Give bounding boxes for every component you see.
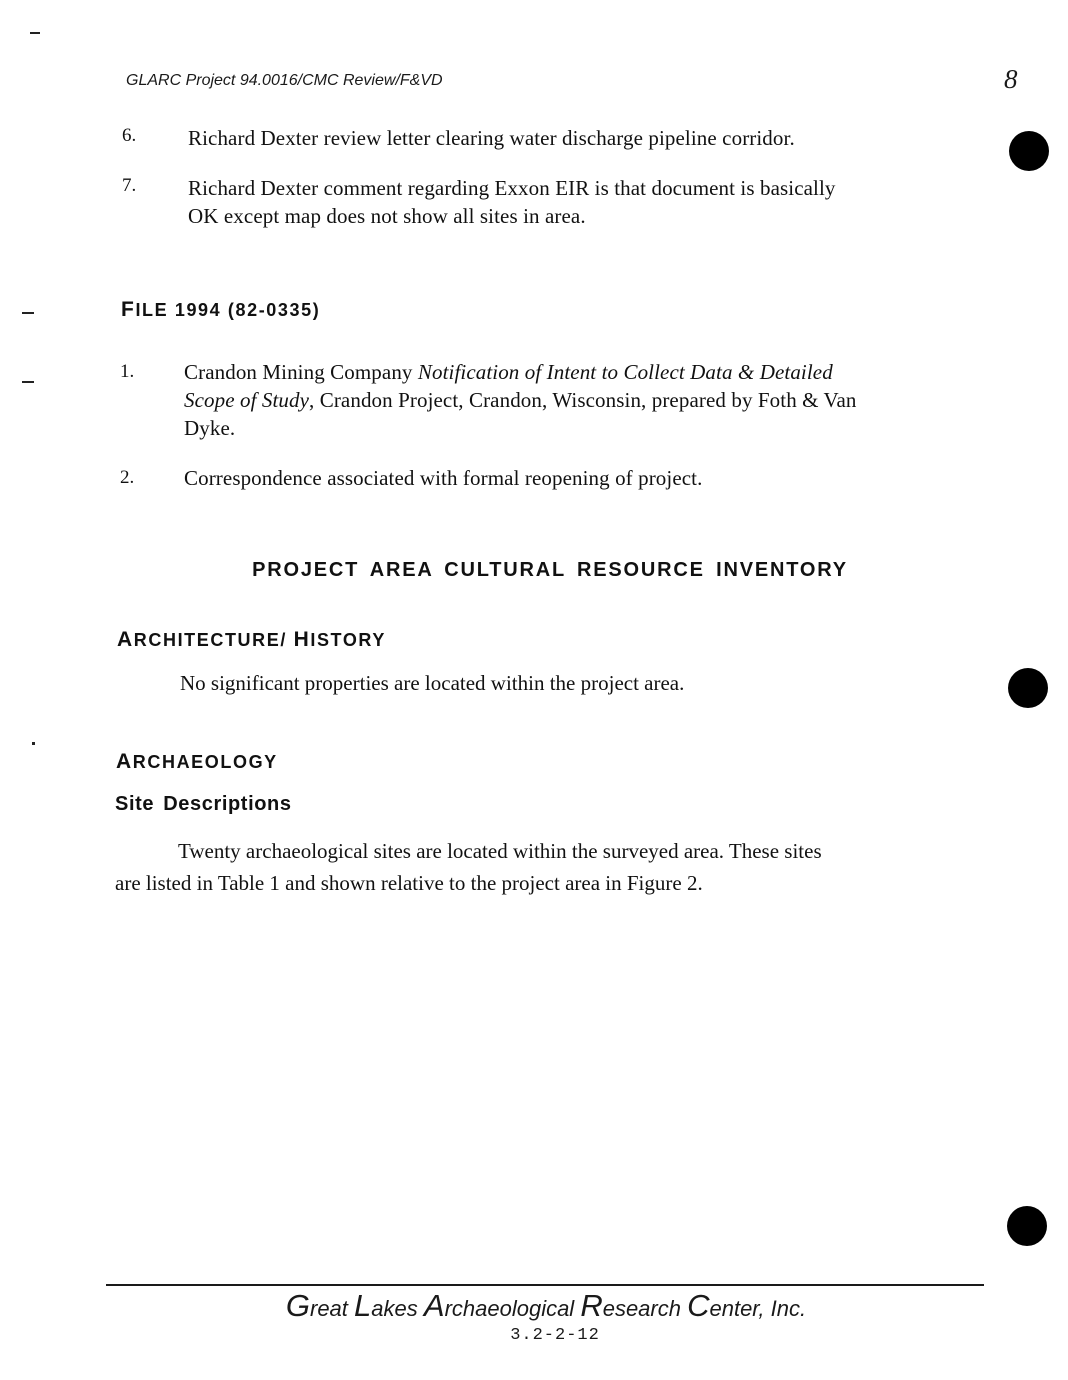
heading-rest: RCHITECTURE/ bbox=[133, 630, 294, 650]
list-item-number: 2. bbox=[120, 467, 135, 488]
footer-initial: G bbox=[285, 1288, 310, 1323]
footer-initial: A bbox=[423, 1288, 445, 1323]
scan-mark bbox=[32, 742, 35, 745]
footer-word: esearch bbox=[602, 1296, 688, 1321]
list-item-text bbox=[188, 174, 836, 230]
footer-word: akes bbox=[371, 1296, 424, 1321]
list-item-number: 6. bbox=[122, 125, 137, 146]
archaeology-paragraph-line2: are listed in Table 1 and shown relative to the project area in Figure 2. bbox=[115, 871, 703, 895]
archaeology-paragraph-line1: Twenty archaeological sites are located within the surveyed area. These sites bbox=[178, 839, 822, 863]
footer-document-number: 3.2-2-12 bbox=[510, 1326, 600, 1345]
footer-divider bbox=[106, 1284, 984, 1286]
list-item-prefix: Crandon Mining Company bbox=[184, 360, 418, 384]
punch-hole bbox=[1008, 668, 1048, 708]
punch-hole bbox=[1007, 1206, 1047, 1246]
heading-rest: RCHAEOLOGY bbox=[132, 752, 278, 772]
document-title: Notification of Intent to Collect Data & Detailed bbox=[417, 360, 833, 384]
footer-organization bbox=[0, 1288, 1068, 1324]
scan-mark bbox=[30, 32, 40, 34]
document-title-cont: Scope of Study bbox=[184, 388, 310, 412]
architecture-heading bbox=[117, 628, 386, 652]
list-item-text: Richard Dexter review letter clearing water discharge pipeline corridor. bbox=[188, 126, 795, 150]
file-heading bbox=[121, 298, 320, 322]
list-item-number: 1. bbox=[120, 361, 135, 382]
heading-rest: ILE 1994 (82-0335) bbox=[135, 300, 321, 320]
list-item-text bbox=[184, 358, 857, 442]
architecture-text: No significant properties are located within the project area. bbox=[180, 671, 685, 695]
heading-initial: F bbox=[121, 298, 136, 321]
list-item-line: Dyke. bbox=[184, 416, 236, 440]
list-item-line: OK except map does not show all sites in area. bbox=[188, 204, 586, 228]
scan-mark bbox=[22, 312, 34, 314]
list-item-text: Correspondence associated with formal reopening of project. bbox=[184, 466, 703, 490]
footer-word: reat bbox=[310, 1296, 355, 1321]
list-item-suffix: , Crandon Project, Crandon, Wisconsin, prepared by Foth & Van bbox=[309, 388, 857, 412]
site-descriptions-heading: Site Descriptions bbox=[115, 793, 292, 815]
page-number: 8 bbox=[1004, 64, 1018, 94]
footer-word: rchaeological bbox=[444, 1296, 581, 1321]
heading-initial: H bbox=[293, 628, 311, 651]
scan-mark bbox=[22, 381, 34, 383]
section-title: PROJECT AREA CULTURAL RESOURCE INVENTORY bbox=[252, 559, 848, 581]
heading-rest: ISTORY bbox=[310, 630, 386, 650]
list-item-number: 7. bbox=[122, 175, 137, 196]
footer-initial: L bbox=[354, 1288, 372, 1323]
archaeology-heading bbox=[116, 750, 278, 774]
footer-word: enter, Inc. bbox=[709, 1296, 807, 1321]
list-item-line: Richard Dexter comment regarding Exxon EIR is that document is basically bbox=[188, 176, 836, 200]
header-project-ref: GLARC Project 94.0016/CMC Review/F&VD bbox=[126, 72, 443, 89]
footer-initial: R bbox=[580, 1288, 603, 1323]
heading-initial: A bbox=[117, 628, 134, 651]
footer-initial: C bbox=[687, 1288, 710, 1323]
punch-hole bbox=[1009, 131, 1049, 171]
heading-initial: A bbox=[116, 750, 133, 773]
